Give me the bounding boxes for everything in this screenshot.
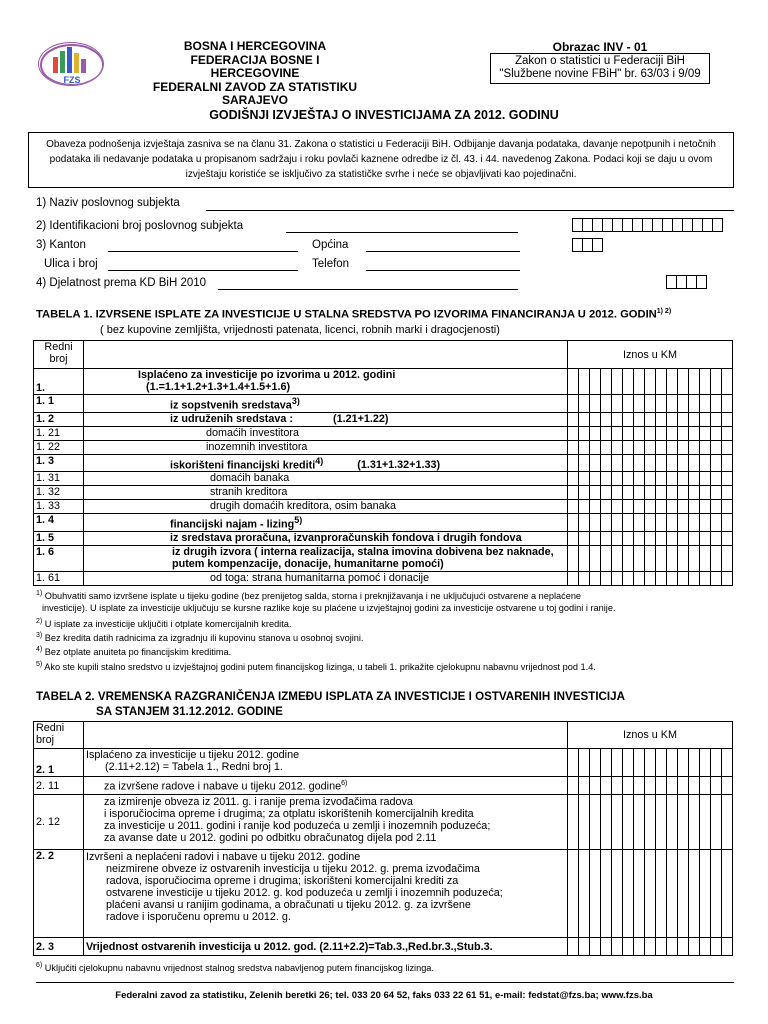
header-line: BOSNA I HERCEGOVINA — [183, 39, 327, 53]
table-row: 1. 2 iz udruženih sredstava : (1.21+1.22) — [34, 412, 733, 426]
djelatnost-digit-boxes[interactable] — [666, 275, 707, 289]
table1-col-redni: Redni broj — [34, 341, 84, 369]
law-reference-box — [490, 53, 710, 84]
table2 — [33, 721, 733, 956]
field-label-telefon: Telefon — [312, 258, 350, 270]
table-row: 1. 33 drugih domaćih kreditora, osim banaka — [34, 500, 733, 514]
table-row: 1. 1 iz sopstvenih sredstava$^{3)}$ — [34, 395, 733, 413]
legal-notice: Obaveza podnošenja izvještaja zasniva se na članu 31. Zakona o statistici u Federaciji BiH. Odbijanje davanja podataka, davanje nepotpunih i netočnih podataka ili nedavanje podataka u propisanom sadržaju i roku povlači kaznene odredbe iz čl. 43. i 44. navedenog Zakona. Podaci koji se daju u ovom izvještaju koristiće se isključivo za statističke svrhe i neće se objavljivati kao pojedinačni. — [28, 132, 734, 188]
footnote-2: $^{2)}$ U isplate za investicije uključiti i otplate komercijalnih kredita. — [36, 618, 292, 630]
footnote-1-cont: investicije). U isplate za investicije uključuju se kursne razlike koje su plaćene u izvještajnoj godini za investicije ostvarene u toj godini i ranije. — [42, 603, 616, 613]
table1-subtitle: ( bez kupovine zemljišta, vrijednosti patenata, licenci, robnih marki i dragocjenosti) — [100, 324, 500, 336]
table-row: 1. 61 od toga: strana humanitarna pomoć i donacije — [34, 571, 733, 585]
idbroj-digit-boxes[interactable] — [572, 218, 723, 232]
table-row: 2. 11 za izvršene radove i nabave u tijeku 2012. godine$^{6)}$ — [34, 777, 733, 795]
ulica-input-line[interactable] — [108, 270, 298, 271]
law-line: "Službene novine FBiH" br. 63/03 i 9/09 — [499, 68, 701, 80]
institution-header — [150, 40, 360, 108]
djelatnost-input-line[interactable] — [218, 289, 518, 290]
fzs-logo-graphic — [39, 43, 104, 86]
field-label-ulica: Ulica i broj — [44, 258, 98, 270]
field-label-naziv: 1) Naziv poslovnog subjekta — [36, 197, 180, 209]
field-label-kanton: 3) Kanton — [36, 239, 86, 251]
naziv-input-line[interactable] — [206, 210, 734, 211]
footer-contact: Federalni zavod za statistiku, Zelenih beretki 26; tel. 033 20 64 52, faks 033 22 61 51, e-mail: fedstat@fzs.ba; www.fzs.ba — [115, 990, 653, 1001]
table1-header-row — [34, 341, 733, 369]
table1-col-iznos: Iznos u KM — [568, 341, 733, 369]
opcina-input-line[interactable] — [366, 251, 520, 252]
table1-title: TABELA 1. IZVRSENE ISPLATE ZA INVESTICIJE U STALNA SREDSTVA PO IZVORIMA FINANCIRANJA U 2012. $GODIN^{1) 2)}$ — [36, 308, 672, 321]
header-line: SARAJEVO — [221, 93, 289, 107]
header-line: FEDERALNI ZAVOD ZA STATISTIKU — [152, 79, 358, 94]
opcina-digit-boxes[interactable] — [572, 238, 603, 252]
footnote-5: $^{5)}$ Ako ste kupili stalno sredstvo u izvještajnoj godini putem financijskog lizinga, u tabeli 1. prikažite cjelokupnu nabavnu vrijednost pod 1.4. — [36, 661, 596, 673]
table-row: 1. 21 domaćih investitora — [34, 426, 733, 440]
table-row: 1. 22 inozemnih investitora — [34, 440, 733, 454]
footnote-3: $^{3)}$ Bez kredita datih radnicima za izgradnju ili kupovinu stanova u osobnoj svojini. — [36, 632, 364, 644]
table-row: 2. 2 Izvršeni a neplaćeni radovi i nabave u tijeku 2012. godine neizmirene obveze iz ostvarenih investicija u tijeku 2012. g. prema izvođačima radova, isporučiocima opreme i drugima; iskorišteni komercijalni krediti za ostvarene investicije u tijeku 2012. g. kod poduzeća u zemlji i inozemnih poduzeća; plaćeni avansi u ranijim godinama, a obračunati u tijeku 2012. g. za izvršene radove i isporučenu opremu u 2012. g. — [34, 850, 733, 938]
table-row: 1. 4 financijski najam - lizing$^{5)}$ — [34, 514, 733, 532]
law-line: Zakon o statistici u Federaciji BiH — [514, 55, 685, 67]
table2-header-row — [34, 722, 733, 749]
table2-col-iznos: Iznos u KM — [568, 722, 733, 749]
table-row: 1. 6 iz drugih izvora ( interna realizacija, stalna imovina dobivena bez naknade, putem kompenzacije, donacije, humanitarne pomoći) — [34, 545, 733, 571]
table-row: 1. 31 domaćih banaka — [34, 472, 733, 486]
report-title: GODIŠNJI IZVJEŠTAJ O INVESTICIJAMA ZA 2012. GODINU — [209, 108, 559, 122]
kanton-input-line[interactable] — [108, 251, 298, 252]
table-row: 2. 3 Vrijednost ostvarenih investicija u 2012. god. (2.11+2.2)=Tab.3.,Red.br.3.,Stub.3. — [34, 938, 733, 956]
footer-divider — [36, 982, 734, 983]
table2-subtitle: SA STANJEM 31.12.2012. GODINE — [96, 705, 283, 718]
table-row: 1. 32 stranih kreditora — [34, 486, 733, 500]
table2-title: TABELA 2. VREMENSKA RAZGRANIČENJA IZMEĐU ISPLATA ZA INVESTICIJE I OSTVARENIH INVESTICIJA — [36, 690, 625, 703]
logo-text: FZS — [63, 75, 81, 85]
idbroj-input-line[interactable] — [286, 232, 518, 233]
footnote-1: $^{1)}$ Obuhvatiti samo izvršene isplate u tijeku godine (bez prenijetog salda, storna i preknjižavanja i ne uključujući ostvarene a neplaćene — [36, 590, 582, 602]
fzs-logo — [38, 42, 104, 86]
field-label-idbroj: 2) Identifikacioni broj poslovnog subjekta — [36, 220, 244, 232]
field-label-opcina: Općina — [312, 239, 349, 251]
form-code: Obrazac INV - 01 — [552, 40, 648, 54]
field-label-djelatnost: 4) Djelatnost prema KD BiH 2010 — [36, 277, 207, 289]
table-row: 1. 5 iz sredstava proračuna, izvanproračunskih fondova i drugih fondova — [34, 531, 733, 545]
table-row: 1. 3 iskorišteni financijski krediti$^{4)}$ (1.31+1.32+1.33) — [34, 454, 733, 472]
table-row: 2. 1 Isplaćeno za investicije u tijeku 2012. godine (2.11+2.12) = Tabela 1., Redni broj 1. — [34, 749, 733, 777]
header-line: FEDERACIJA BOSNE I HERCEGOVINE — [190, 52, 320, 80]
telefon-input-line[interactable] — [366, 270, 520, 271]
footnote-6: $^{6)}$ Uključiti cjelokupnu nabavnu vrijednost stalnog sredstva nabavljenog putem financijskog lizinga. — [36, 962, 434, 974]
table1 — [33, 340, 733, 586]
footnote-4: $^{4)}$ Bez otplate anuiteta po financijskim kreditima. — [36, 646, 232, 658]
table2-col-redni: Redni broj — [34, 722, 84, 749]
table-row: 1. Isplaćeno za investicije po izvorima u 2012. godini (1.=1.1+1.2+1.3+1.4+1.5+1.6) — [34, 369, 733, 395]
table-row: 2. 12 za izmirenje obveza iz 2011. g. i ranije prema izvođačima radova i isporučiocima opreme i drugima; za otplatu iskorištenih komercijalnih kredita za investicije u 2011. godini i ranije kod poduzeća u zemlji i inozemnih poduzeća; za avanse date u 2012. godini po odbitku obračunatog dijela pod 2.11 — [34, 795, 733, 850]
